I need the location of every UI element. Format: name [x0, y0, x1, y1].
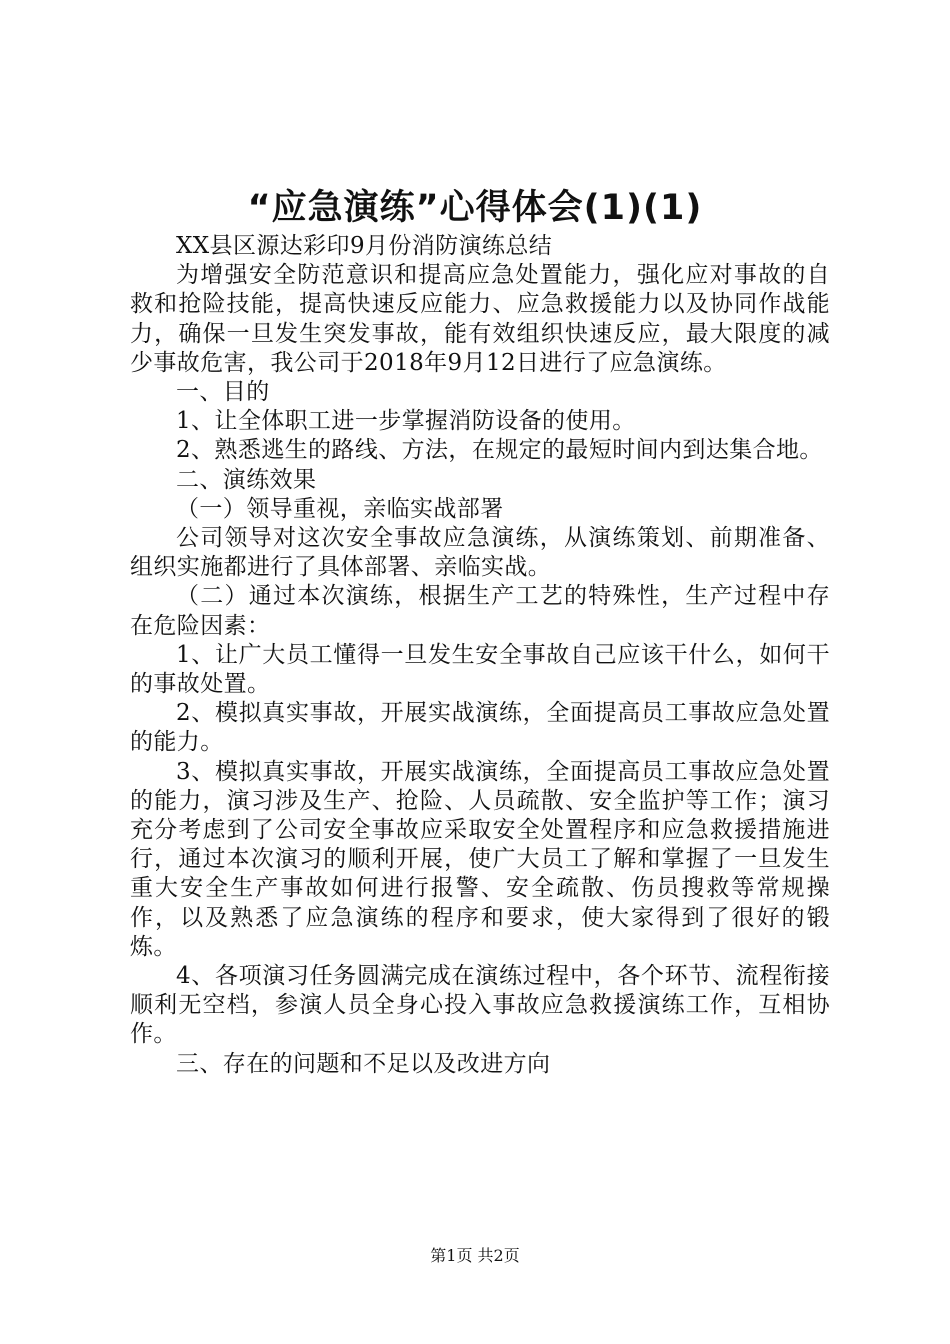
- paragraph: （二）通过本次演练，根据生产工艺的特殊性，生产过程中存在危险因素：: [130, 583, 830, 639]
- paragraph: 为增强安全防范意识和提高应急处置能力，强化应对事故的自救和抢险技能，提高快速反应能力、应急救援能力以及协同作战能力，确保一旦发生突发事故，能有效组织快速反应，最大限度的减少事故危害，我公司于2018年9月12日进行了应急演练。: [130, 262, 830, 376]
- document-body: [130, 232, 830, 1079]
- paragraph: 4、各项演习任务圆满完成在演练过程中，各个环节、流程衔接顺利无空档，参演人员全身心投入事故应急救援演练工作，互相协作。: [130, 963, 830, 1048]
- section-heading: 三、存在的问题和不足以及改进方向: [176, 1050, 551, 1077]
- paragraph: 公司领导对这次安全事故应急演练，从演练策划、前期准备、组织实施都进行了具体部署、亲临实战。: [130, 525, 830, 581]
- paragraph: XX县区源达彩印9月份消防演练总结: [176, 233, 553, 259]
- paragraph: 2、模拟真实事故，开展实战演练，全面提高员工事故应急处置的能力。: [130, 700, 830, 756]
- paragraph: 1、让全体职工进一步掌握消防设备的使用。: [176, 408, 636, 435]
- section-heading: 一、目的: [176, 379, 270, 406]
- paragraph: 3、模拟真实事故，开展实战演练，全面提高员工事故应急处置的能力，演习涉及生产、抢险、人员疏散、安全监护等工作；演习充分考虑到了公司安全事故应采取安全处置程序和应急救援措施进行，通过本次演习的顺利开展，使广大员工了解和掌握了一旦发生重大安全生产事故如何进行报警、安全疏散、伤员搜救等常规操作，以及熟悉了应急演练的程序和要求，使大家得到了很好的锻炼。: [130, 758, 830, 960]
- document-title: “应急演练”心得体会(1)(1): [247, 188, 703, 228]
- page-footer: 第1页 共2页: [430, 1246, 520, 1265]
- section-heading: 二、演练效果: [176, 466, 317, 493]
- paragraph: 1、让广大员工懂得一旦发生安全事故自己应该干什么，如何干的事故处置。: [130, 641, 830, 698]
- paragraph: 2、熟悉逃生的路线、方法，在规定的最短时间内到达集合地。: [176, 437, 823, 464]
- subsection-heading: （一）领导重视，亲临实战部署: [176, 495, 504, 522]
